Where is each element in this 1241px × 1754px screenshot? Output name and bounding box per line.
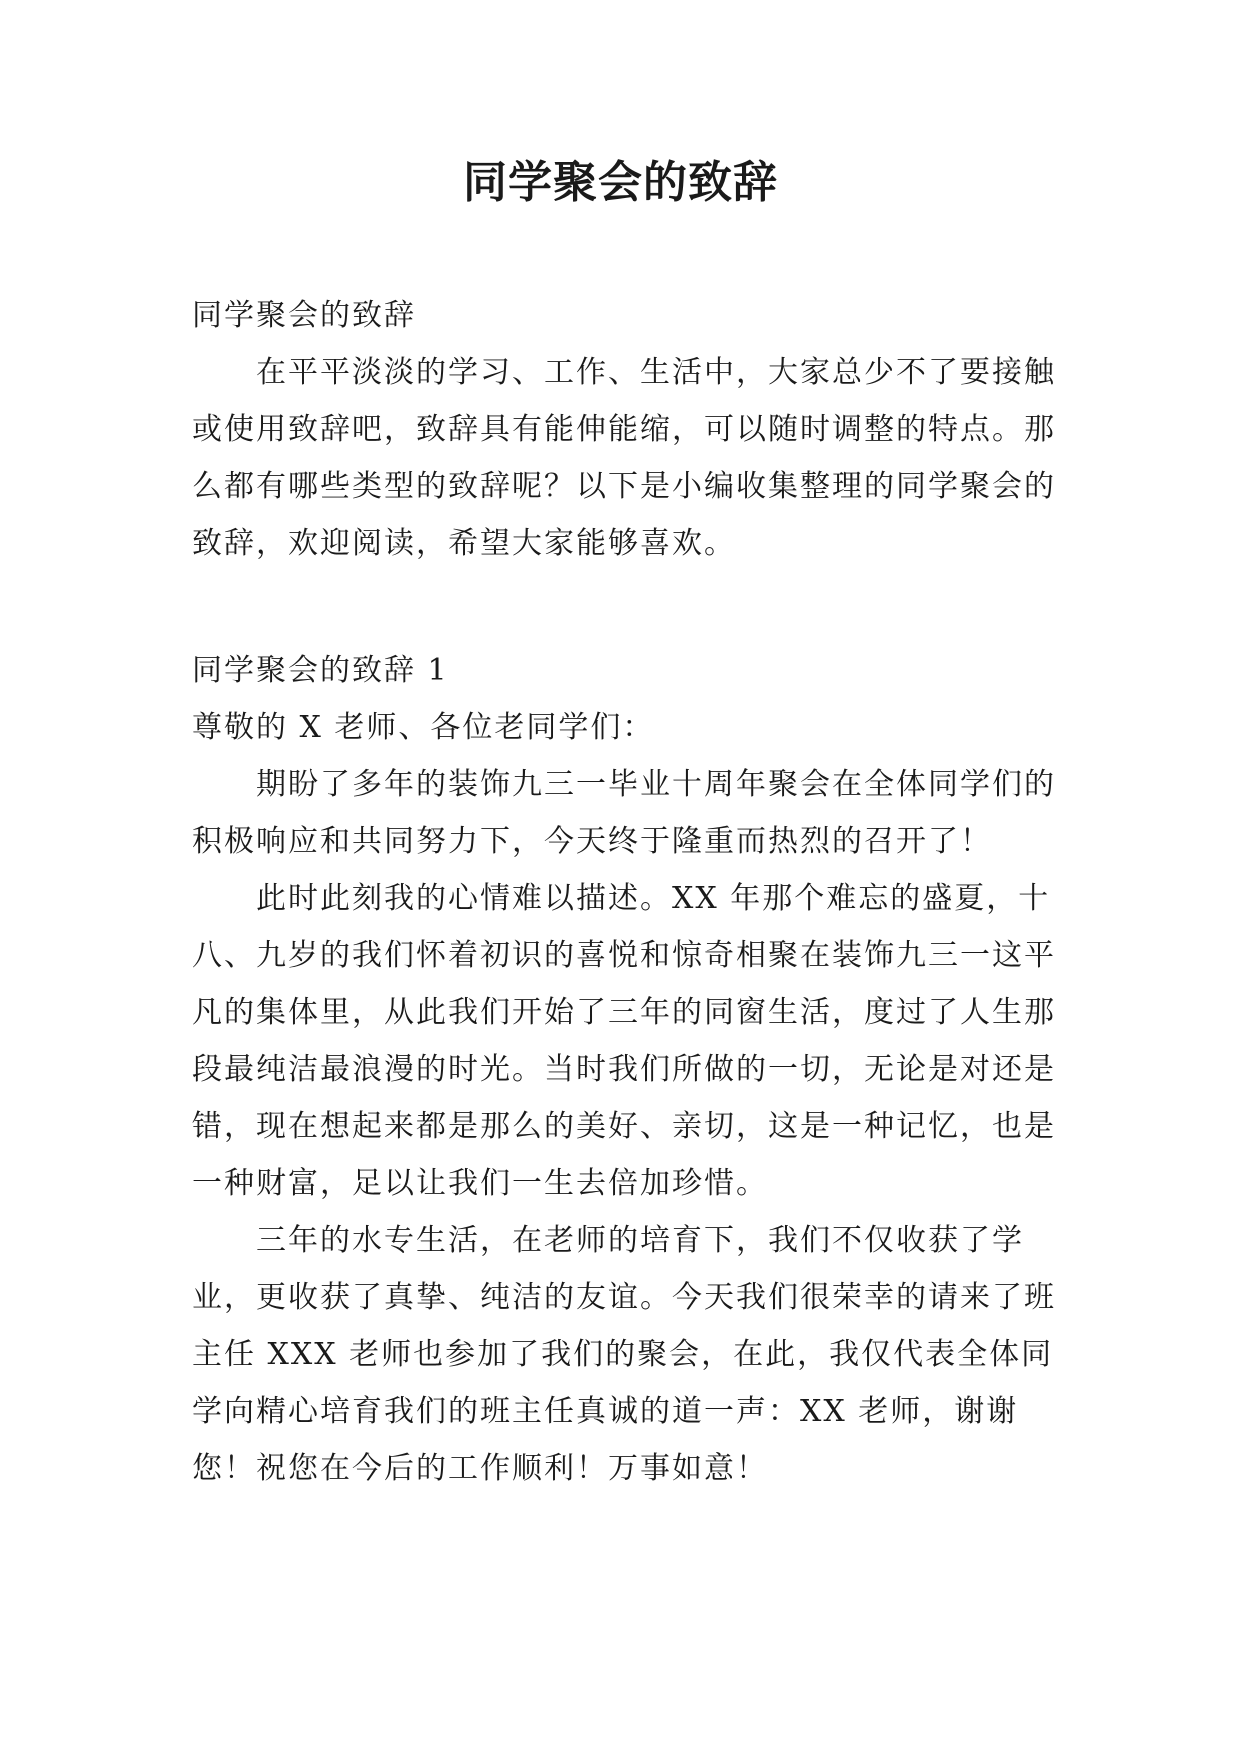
intro-paragraph: 在平平淡淡的学习、工作、生活中，大家总少不了要接触或使用致辞吧，致辞具有能伸能缩，可以随时调整的特点。那么都有哪些类型的致辞呢？以下是小编收集整理的同学聚会的致辞，欢迎阅读，希望大家能够喜欢。 (192, 355, 1056, 561)
body-paragraph: 此时此刻我的心情难以描述。XX 年那个难忘的盛夏，十八、九岁的我们怀着初识的喜悦和惊奇相聚在装饰九三一这平凡的集体里，从此我们开始了三年的同窗生活，度过了人生那段最纯洁最浪漫的时光。当时我们所做的一切，无论是对还是错，现在想起来都是那么的美好、亲切，这是一种记忆，也是一种财富，足以让我们一生去倍加珍惜。 (192, 881, 1056, 1201)
section-heading: 同学聚会的致辞 1 (192, 653, 449, 688)
body-paragraph: 期盼了多年的装饰九三一毕业十周年聚会在全体同学们的积极响应和共同努力下，今天终于隆重而热烈的召开了！ (192, 767, 1056, 859)
document-title: 同学聚会的致辞 (463, 157, 778, 208)
salutation: 尊敬的 X 老师、各位老同学们： (192, 710, 655, 745)
body-paragraph: 三年的水专生活，在老师的培育下，我们不仅收获了学业，更收获了真挚、纯洁的友谊。今天我们很荣幸的请来了班主任 XXX 老师也参加了我们的聚会，在此，我仅代表全体同学向精心培育我们的班主任真诚的道一声：XX 老师，谢谢您！祝您在今后的工作顺利！万事如意！ (192, 1223, 1056, 1486)
intro-section (192, 287, 1056, 572)
intro-heading: 同学聚会的致辞 (192, 298, 416, 333)
speech-section-1 (192, 642, 1056, 1497)
